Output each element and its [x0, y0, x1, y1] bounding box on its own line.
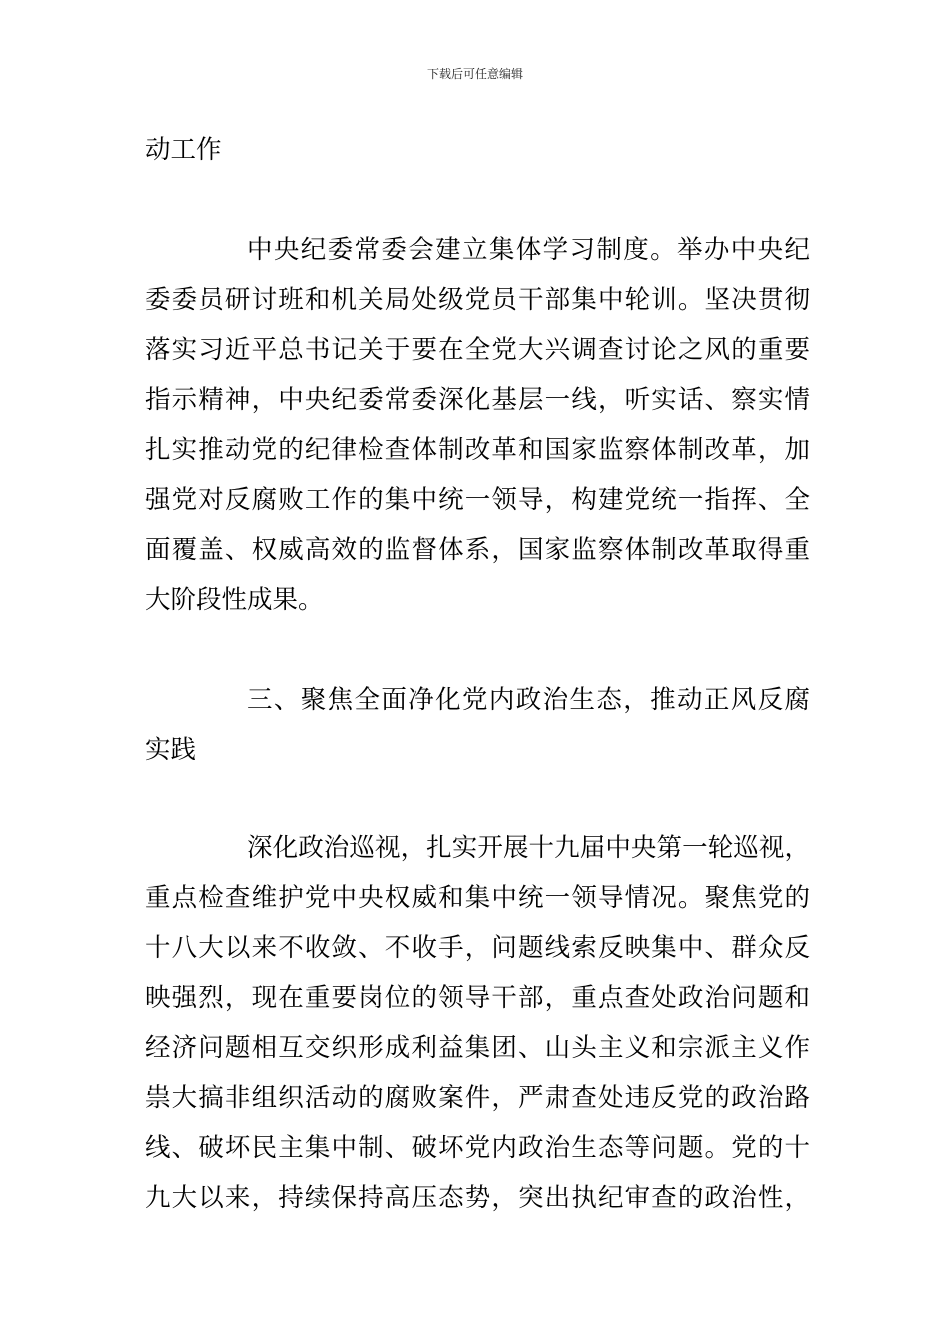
paragraph-line: 祟大搞非组织活动的腐败案件，严肃查处违反党的政治路 — [145, 1083, 810, 1113]
paragraph-line: 指示精神，中央纪委常委深化基层一线，听实话、察实情 — [145, 385, 810, 415]
paragraph-line: 中央纪委常委会建立集体学习制度。举办中央纪 — [247, 235, 810, 265]
paragraph-line: 落实习近平总书记关于要在全党大兴调查讨论之风的重要 — [145, 335, 810, 365]
paragraph-line: 强党对反腐败工作的集中统一领导，构建党统一指挥、全 — [145, 485, 810, 515]
paragraph-line: 经济问题相互交织形成利益集团、山头主义和宗派主义作 — [145, 1033, 810, 1063]
paragraph-line: 扎实推动党的纪律检查体制改革和国家监察体制改革，加 — [145, 435, 810, 465]
paragraph-line: 映强烈，现在重要岗位的领导干部，重点查处政治问题和 — [145, 983, 810, 1013]
paragraph-line: 线、破坏民主集中制、破坏党内政治生态等问题。党的十 — [145, 1133, 810, 1163]
paragraph-line: 大阶段性成果。 — [145, 585, 324, 615]
paragraph-line: 面覆盖、权威高效的监督体系，国家监察体制改革取得重 — [145, 535, 810, 565]
paragraph-line: 动工作 — [145, 135, 222, 165]
paragraph-line: 深化政治巡视，扎实开展十九届中央第一轮巡视， — [247, 833, 810, 863]
page-header: 下载后可任意编辑 — [426, 67, 523, 81]
paragraph-line: 委委员研讨班和机关局处级党员干部集中轮训。坚决贯彻 — [145, 285, 810, 315]
paragraph-line: 重点检查维护党中央权威和集中统一领导情况。聚焦党的 — [145, 883, 810, 913]
paragraph-line: 九大以来，持续保持高压态势，突出执纪审查的政治性， — [145, 1183, 810, 1213]
section-heading: 三、聚焦全面净化党内政治生态，推动正风反腐 — [247, 685, 810, 715]
section-heading: 实践 — [145, 735, 197, 765]
paragraph-line: 十八大以来不收敛、不收手，问题线索反映集中、群众反 — [145, 933, 810, 963]
